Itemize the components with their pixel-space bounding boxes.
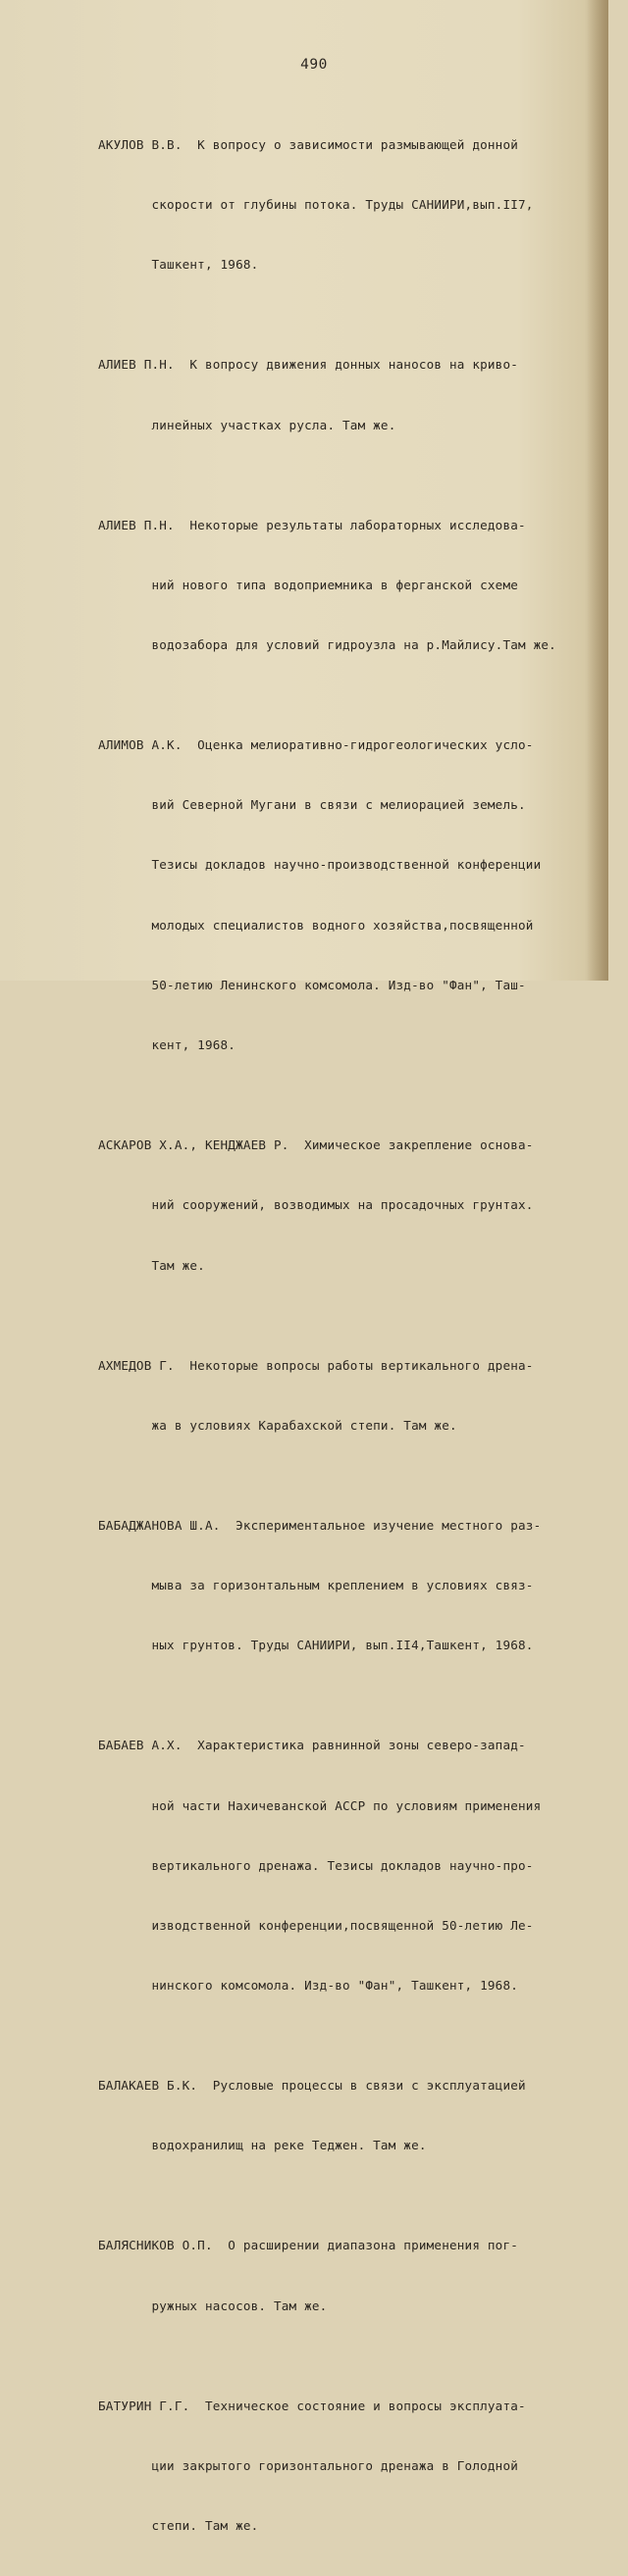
entry-line: ний сооружений, возводимых на просадочных грунтах. <box>98 1197 534 1213</box>
bibliography-entry <box>98 1696 589 2037</box>
bibliography-entry <box>98 1095 589 1315</box>
entry-line: скорости от глубины потока. Труды САНИИРИ,вып.II7, <box>98 197 534 213</box>
entry-line: вий Северной Мугани в связи с мелиорацией земель. <box>98 797 526 813</box>
entry-line: БАЛЯСНИКОВ О.П. О расширении диапазона применения пог- <box>98 2238 519 2253</box>
bibliography-list <box>98 95 589 2576</box>
entry-line: степи. Там же. <box>98 2518 259 2534</box>
entry-line: БАЛАКАЕВ Б.К. Русловые процессы в связи с эксплуатацией <box>98 2078 526 2094</box>
bibliography-entry <box>98 695 589 1095</box>
entry-line: кент, 1968. <box>98 1037 236 1053</box>
entry-line: ний нового типа водоприемника в ферганской схеме <box>98 577 519 592</box>
entry-line: мыва за горизонтальным креплением в условиях связ- <box>98 1578 534 1593</box>
entry-line: ной части Нахичеванской АССР по условиям применения <box>98 1797 542 1813</box>
entry-line: БАБАЕВ А.Х. Характеристика равнинной зоны северо-запад- <box>98 1738 526 1753</box>
entry-line: нинского комсомола. Изд-во "Фан", Ташкент, 1968. <box>98 1978 519 1994</box>
entry-line: Тезисы докладов научно-производственной конференции <box>98 857 542 873</box>
bibliography-entry <box>98 2036 589 2196</box>
entry-line: линейных участках русла. Там же. <box>98 417 396 432</box>
bibliography-entry <box>98 95 589 315</box>
entry-line: АЛИЕВ П.Н. Некоторые результаты лабораторных исследова- <box>98 517 526 532</box>
entry-line: водохранилищ на реке Теджен. Там же. <box>98 2138 427 2153</box>
entry-line: вертикального дренажа. Тезисы докладов научно-про- <box>98 1857 534 1873</box>
bibliography-entry <box>98 2356 589 2576</box>
entry-line: АХМЕДОВ Г. Некоторые вопросы работы вертикального дрена- <box>98 1357 534 1373</box>
entry-line: АСКАРОВ Х.А., КЕНДЖАЕВ Р. Химическое закрепление основа- <box>98 1137 534 1153</box>
entry-line: АЛИЕВ П.Н. К вопросу движения донных наносов на криво- <box>98 357 519 373</box>
entry-line: 50-летию Ленинского комсомола. Изд-во "Фан", Таш- <box>98 977 526 992</box>
entry-line: АКУЛОВ В.В. К вопросу о зависимости размывающей донной <box>98 136 519 152</box>
page-edge-shadow <box>587 0 608 981</box>
entry-line: водозабора для условий гидроузла на р.Майлису.Там же. <box>98 636 556 652</box>
entry-line: Ташкент, 1968. <box>98 257 259 273</box>
entry-line: АЛИМОВ А.К. Оценка мелиоративно-гидрогеологических усло- <box>98 737 534 752</box>
entry-line: молодых специалистов водного хозяйства,посвященной <box>98 917 534 933</box>
bibliography-entry <box>98 1316 589 1476</box>
entry-line: жа в условиях Карабахской степи. Там же. <box>98 1417 457 1433</box>
bibliography-entry <box>98 1476 589 1695</box>
entry-line: ных грунтов. Труды САНИИРИ, вып.II4,Ташкент, 1968. <box>98 1638 534 1653</box>
bibliography-entry <box>98 476 589 695</box>
entry-line: ружных насосов. Там же. <box>98 2298 328 2313</box>
bibliography-entry <box>98 2197 589 2356</box>
entry-line: Там же. <box>98 1257 205 1273</box>
entry-line: БАТУРИН Г.Г. Техническое состояние и вопросы эксплуата- <box>98 2398 526 2413</box>
entry-line: БАБАДЖАНОВА Ш.А. Экспериментальное изучение местного раз- <box>98 1517 542 1533</box>
entry-line: ции закрытого горизонтального дренажа в Голодной <box>98 2457 519 2473</box>
entry-line: изводственной конференции,посвященной 50-летию Ле- <box>98 1917 534 1933</box>
bibliography-entry <box>98 315 589 475</box>
page-number: 490 <box>300 57 328 73</box>
